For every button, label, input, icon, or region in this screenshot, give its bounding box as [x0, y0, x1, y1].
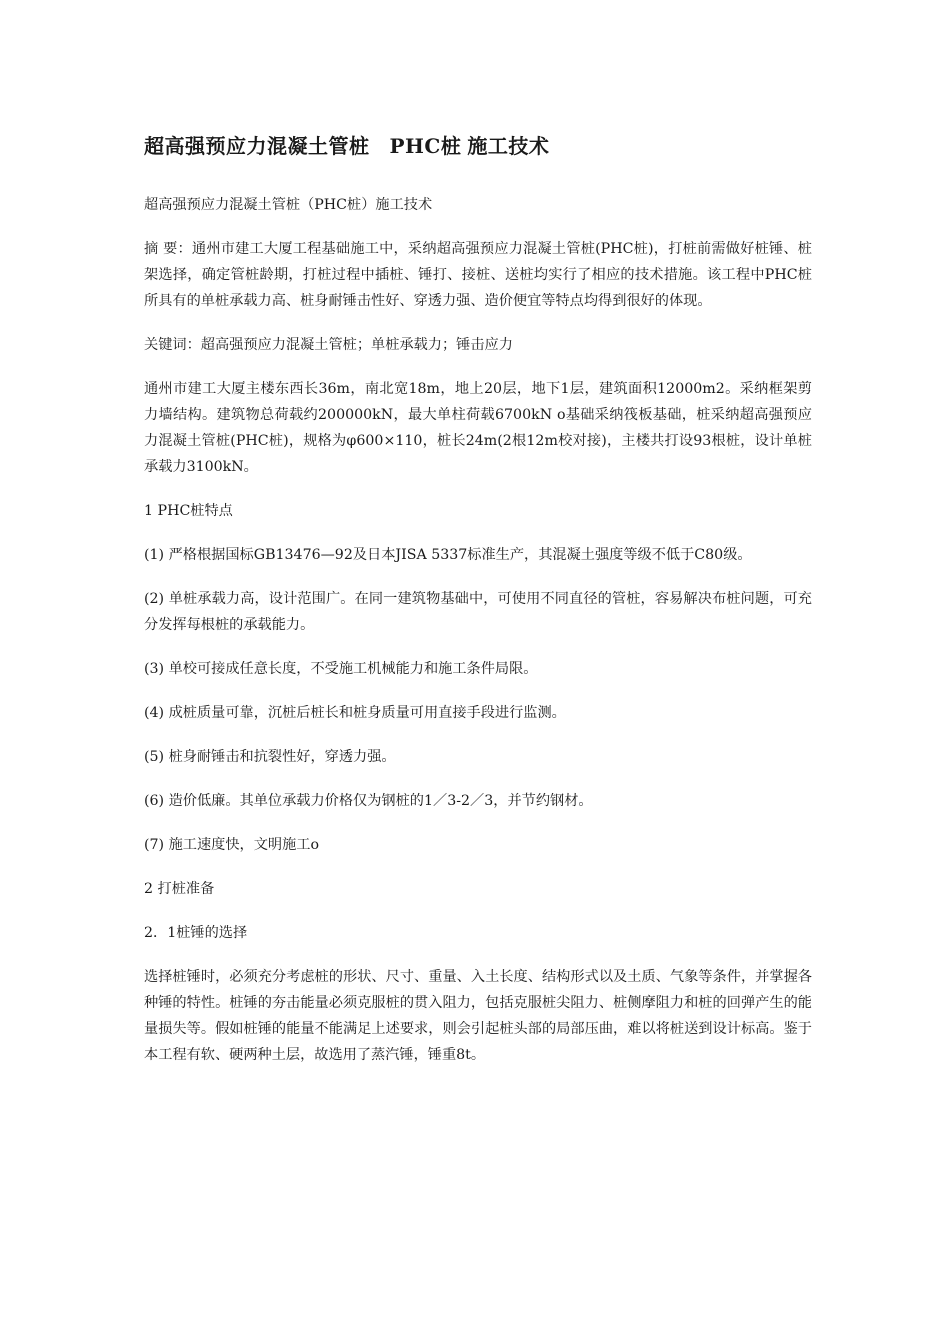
feature-item-2: (2) 单桩承载力高，设计范围广。在同一建筑物基础中，可使用不同直径的管桩，容易解决布桩问题，可充分发挥每根桩的承载能力。 [144, 591, 812, 633]
project-overview-paragraph: 通州市建工大厦主楼东西长36m，南北宽18m，地上20层，地下1层，建筑面积12000m2。采纳框架剪力墙结构。建筑物总荷载约200000kN，最大单柱荷载6700kN o基础采纳筏板基础，桩采纳超高强预应力混凝土管桩(PHC桩)，规格为φ600×110，桩长24m(2根12m校对接)，主楼共打设93根桩，设计单桩承载力3100kN。 [144, 381, 812, 475]
feature-item-6: (6) 造价低廉。其单位承载力价格仅为钢桩的1／3-2／3，并节约钢材。 [144, 793, 593, 809]
title-part-2: PHC桩 [389, 134, 462, 158]
subsection-heading-2-1: 2．1桩锤的选择 [144, 925, 248, 941]
abstract-paragraph: 摘 要：通州市建工大厦工程基础施工中，采纳超高强预应力混凝土管桩(PHC桩)，打桩前需做好桩锤、桩架选择，确定管桩龄期，打桩过程中插桩、锤打、接桩、送桩均实行了相应的技术措施。该工程中PHC桩所具有的单桩承载力高、桩身耐锤击性好、穿透力强、造价便宜等特点均得到很好的体现。 [144, 241, 812, 309]
document-page [144, 132, 812, 1086]
title-part-3: 施工技术 [467, 134, 550, 158]
section-heading-1: 1 PHC桩特点 [144, 503, 233, 519]
document-title [144, 132, 812, 160]
subtitle-paragraph: 超高强预应力混凝土管桩（PHC桩）施工技术 [144, 197, 433, 213]
keywords-paragraph: 关键词：超高强预应力混凝土管桩；单桩承载力；锤击应力 [144, 337, 513, 353]
feature-item-5: (5) 桩身耐锤击和抗裂性好，穿透力强。 [144, 749, 396, 765]
feature-item-7: (7) 施工速度快，文明施工o [144, 837, 320, 853]
title-part-1: 超高强预应力混凝土管桩 [144, 134, 370, 158]
hammer-selection-paragraph: 选择桩锤时，必须充分考虑桩的形状、尺寸、重量、入土长度、结构形式以及土质、气象等条件，并掌握各种锤的特性。桩锤的夯击能量必须克服桩的贯入阻力，包括克服桩尖阻力、桩侧摩阻力和桩的回弹产生的能量损失等。假如桩锤的能量不能满足上述要求，则会引起桩头部的局部压曲，难以将桩送到设计标高。鉴于本工程有软、硬两种土层，故选用了蒸汽锤，锤重8t。 [144, 969, 812, 1063]
feature-item-1: (1) 严格根据国标GB13476—92及日本JISA 5337标准生产，其混凝土强度等级不低于C80级。 [144, 547, 752, 563]
feature-item-3: (3) 单校可接成任意长度，不受施工机械能力和施工条件局限。 [144, 661, 538, 677]
feature-item-4: (4) 成桩质量可靠，沉桩后桩长和桩身质量可用直接手段进行监测。 [144, 705, 566, 721]
section-heading-2: 2 打桩准备 [144, 881, 215, 897]
